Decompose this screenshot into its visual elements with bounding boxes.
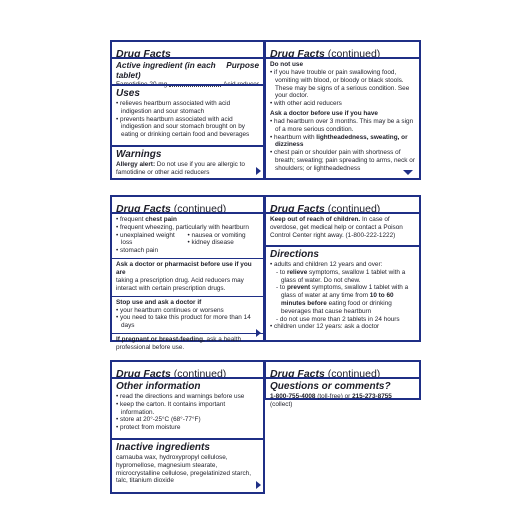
ask-doctor-heading: Ask a doctor before use if you have <box>270 109 378 117</box>
inactive-ingredients-section <box>112 438 263 494</box>
directions-subitem: - to prevent symptoms, swallow 1 tablet with a glass of water at any time from 10 to 60 minutes before eating food or drinking beverages that cause heartburn <box>270 284 415 315</box>
ask-doctor-item: • kidney disease <box>188 239 260 247</box>
panel-header <box>266 42 419 60</box>
drug-facts-panel-6 <box>264 360 421 408</box>
drug-facts-panel-3 <box>110 195 265 351</box>
allergy-label: Allergy alert: <box>116 161 156 168</box>
uses-heading: Uses <box>116 88 140 99</box>
do-not-use-heading: Do not use <box>270 61 304 68</box>
drug-facts-panel-4 <box>264 195 421 342</box>
other-information-heading: Other information <box>116 381 201 392</box>
stop-use-heading: Stop use and ask a doctor if <box>116 298 202 306</box>
panel-title: Drug Facts <box>270 368 325 380</box>
uses-item: • relieves heartburn associated with acid indigestion and sour stomach <box>116 100 259 116</box>
panel-title: Drug Facts <box>116 203 171 215</box>
panel-header <box>112 362 263 380</box>
questions-heading: Questions or comments? <box>270 381 391 392</box>
stop-use-item: • you need to take this product for more than 14 days <box>116 314 259 330</box>
inactive-ingredients-heading: Inactive ingredients <box>116 442 210 453</box>
drug-facts-panel-5 <box>110 360 265 494</box>
uses-item: • prevents heartburn associated with acid indigestion and sour stomach brought on by eating or drinking certain food and beverages <box>116 116 259 139</box>
pharmacist-text: taking a prescription drug. Acid reducers may interact with certain prescription drugs. <box>116 276 244 292</box>
drug-facts-panel-1 <box>110 40 265 180</box>
ingredient-name: Famotidine 20 mg <box>116 81 168 88</box>
panel-header <box>266 197 419 215</box>
next-arrow-icon <box>256 481 261 489</box>
do-not-use-section <box>266 57 419 180</box>
continued-label: (continued) <box>173 203 227 215</box>
ingredient-purpose: Acid reducer <box>223 81 259 88</box>
ask-doctor-item: • unexplained weight loss <box>116 232 188 248</box>
directions-subitem: - to relieve symptoms, swallow 1 tablet with a glass of water. Do not chew. <box>270 269 415 285</box>
panel-header <box>266 362 419 380</box>
other-information-item: • read the directions and warnings before use <box>116 393 259 401</box>
warnings-heading: Warnings <box>116 149 162 160</box>
directions-subitem: - do not use more than 2 tablets in 24 hours <box>270 316 415 324</box>
panel-header <box>112 42 263 60</box>
continued-label: (continued) <box>327 48 381 60</box>
pregnant-label: If pregnant or breast-feeding, <box>116 335 205 343</box>
pregnant-text: ask a health professional before use. <box>116 335 242 351</box>
ask-doctor-item: • frequent wheezing, particularly with heartburn <box>116 224 259 232</box>
panel-title: Drug Facts <box>116 48 171 60</box>
other-information-item: • store at 20°-25°C (68°-77°F) <box>116 416 259 424</box>
ask-doctor-item: • heartburn with lightheadedness, sweating, or dizziness <box>270 134 415 150</box>
stop-use-item: • your heartburn continues or worsens <box>116 307 259 315</box>
active-ingredient-heading: Active ingredient (in each tablet) <box>116 61 216 80</box>
active-ingredient-section <box>112 57 263 88</box>
panel-title: Drug Facts <box>270 203 325 215</box>
continued-label: (continued) <box>327 203 381 215</box>
directions-heading: Directions <box>270 249 319 260</box>
continued-label: (continued) <box>327 368 381 380</box>
directions-item: • children under 12 years: ask a doctor <box>270 323 415 331</box>
keep-out-label: Keep out of reach of children. <box>270 216 361 223</box>
other-information-item: • keep the carton. It contains important information. <box>116 401 259 417</box>
directions-section <box>266 245 419 342</box>
pharmacist-heading: Ask a doctor or pharmacist before use if you are <box>116 260 252 276</box>
continued-label: (continued) <box>173 368 227 380</box>
directions-item: • adults and children 12 years and over: <box>270 261 415 269</box>
ask-doctor-item: • stomach pain <box>116 247 188 255</box>
do-not-use-item: • if you have trouble or pain swallowing food, vomiting with blood, or bloody or black stools. These may be signs of a serious condition. See your doctor. <box>270 69 415 100</box>
ask-doctor-item: • chest pain or shoulder pain with shortness of breath; sweating; pain spreading to arms, neck or shoulders; or lightheadedness <box>270 149 415 172</box>
inactive-ingredients-text: carnauba wax, hydroxypropyl cellulose, hypromellose, magnesium stearate, microcrystalline cellulose, pregelatinized starch, talc, titanium dioxide <box>116 454 251 485</box>
phone-collect: 215-273-8755 <box>352 393 392 400</box>
ask-doctor-item: • frequent chest pain <box>116 216 259 224</box>
ask-doctor-item: • nausea or vomiting <box>188 232 260 240</box>
drug-facts-panel-2 <box>264 40 421 180</box>
keep-out-text: In case of overdose, get medical help or contact a Poison Control Center right away. (1-800-222-1222) <box>270 216 403 239</box>
warnings-continued-section <box>112 212 263 351</box>
phone-toll-free: 1-800-755-4008 <box>270 393 316 400</box>
other-information-item: • protect from moisture <box>116 424 259 432</box>
keep-out-section <box>266 212 419 244</box>
panel-header <box>112 197 263 215</box>
panel-title: Drug Facts <box>270 48 325 60</box>
panel-title: Drug Facts <box>116 368 171 380</box>
other-information-section <box>112 377 263 437</box>
warnings-section <box>112 145 263 180</box>
next-arrow-icon <box>256 329 261 337</box>
ask-doctor-item: • had heartburn over 3 months. This may be a sign of a more serious condition. <box>270 118 415 134</box>
next-arrow-icon <box>256 167 261 175</box>
questions-section: Questions or comments? 1-800-755-4008 (toll-free) or 215-273-8755 (collect) <box>266 377 419 400</box>
do-not-use-item: • with other acid reducers <box>270 100 415 108</box>
purpose-heading: Purpose <box>226 61 259 70</box>
continue-arrow-icon <box>403 170 413 175</box>
uses-section <box>112 84 263 144</box>
allergy-text: Do not use if you are allergic to famotidine or other acid reducers <box>116 161 245 176</box>
